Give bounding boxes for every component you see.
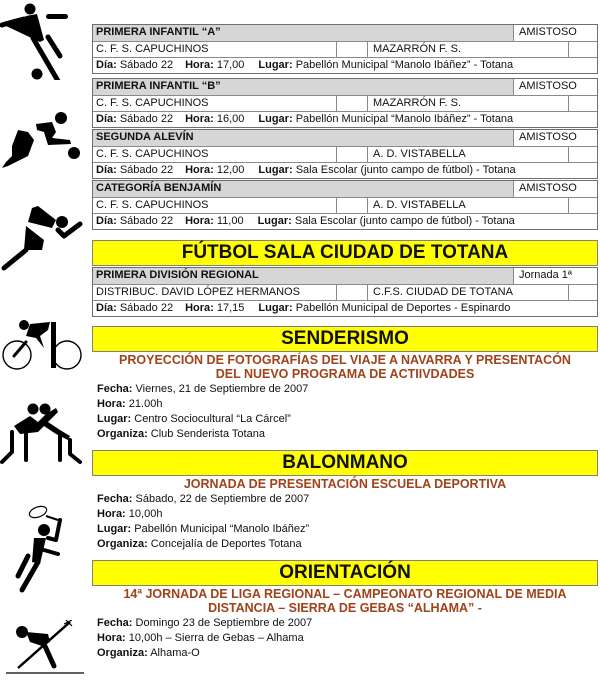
match-category: PRIMERA INFANTIL “A” xyxy=(96,26,221,38)
away-score-cell xyxy=(568,147,597,162)
hora-value: 11,00 xyxy=(216,215,244,227)
lugar-label: Lugar: xyxy=(97,413,132,425)
hora-value: 16,00 xyxy=(216,113,245,125)
lugar-line xyxy=(97,412,308,427)
match-category: SEGUNDA ALEVÍN xyxy=(96,131,194,143)
section-banner-orientacion: ORIENTACIÓN xyxy=(92,560,598,586)
match-header-row xyxy=(93,79,597,95)
match-category: PRIMERA DIVISIÓN REGIONAL xyxy=(96,269,259,281)
match-type: AMISTOSO xyxy=(513,25,597,41)
away-score-cell xyxy=(568,285,597,300)
home-score-cell xyxy=(336,96,367,111)
lugar-value: Pabellón Municipal “Manolo Ibáñez” - Totana xyxy=(295,59,514,71)
match-type: AMISTOSO xyxy=(513,181,597,197)
match-teams-row xyxy=(93,284,597,300)
hora-label: Hora: xyxy=(97,508,126,520)
hora-label: Hora: xyxy=(185,215,214,227)
match-header-row xyxy=(93,268,597,284)
senderismo-subtitle-line2: DEL NUEVO PROGRAMA DE ACTIIVDADES xyxy=(215,367,475,381)
balonmano-subtitle: JORNADA DE PRESENTACIÓN ESCUELA DEPORTIVA xyxy=(183,477,507,491)
fecha-line xyxy=(97,616,312,631)
home-score-cell xyxy=(336,198,367,213)
match-header-row xyxy=(93,181,597,197)
away-team: A. D. VISTABELLA xyxy=(367,147,568,162)
fecha-value: Viernes, 21 de Septiembre de 2007 xyxy=(135,383,309,395)
home-team: C. F. S. CAPUCHINOS xyxy=(96,97,209,109)
fecha-label: Fecha: xyxy=(97,617,133,629)
fecha-value: Domingo 23 de Septiembre de 2007 xyxy=(135,617,313,629)
match-info-row xyxy=(93,300,597,316)
match-info xyxy=(93,163,597,178)
lugar-label: Lugar: xyxy=(97,523,132,535)
away-team: C.F.S. CIUDAD DE TOTANA xyxy=(367,285,568,300)
match-table-primera-division-regional xyxy=(92,267,598,317)
dia-value: Sábado 22 xyxy=(119,164,174,176)
match-info-row xyxy=(93,162,597,178)
senderismo-details xyxy=(97,382,308,442)
home-team: C. F. S. CAPUCHINOS xyxy=(96,148,209,160)
match-jornada: Jornada 1ª xyxy=(513,268,597,284)
lugar-value: Centro Sociocultural “La Cárcel” xyxy=(134,413,291,425)
dia-label: Día: xyxy=(96,113,117,125)
match-teams-row xyxy=(93,146,597,162)
football-kick-icon xyxy=(0,2,90,80)
hora-value: 17,15 xyxy=(216,302,245,314)
dia-label: Día: xyxy=(96,164,117,176)
fecha-value: Sábado, 22 de Septiembre de 2007 xyxy=(135,493,310,505)
badminton-icon xyxy=(0,504,90,594)
match-teams-row xyxy=(93,95,597,111)
away-score-cell xyxy=(568,198,597,213)
dia-value: Sábado 22 xyxy=(119,302,174,314)
orientacion-details xyxy=(97,616,312,661)
home-score-cell xyxy=(336,285,367,300)
hora-value: 10,00h xyxy=(128,508,163,520)
hora-label: Hora: xyxy=(185,302,214,314)
match-category: PRIMERA INFANTIL “B” xyxy=(96,80,221,92)
dia-value: Sábado 22 xyxy=(119,113,174,125)
orientacion-subtitle-line1: 14ª JORNADA DE LIGA REGIONAL – CAMPEONATO REGIONAL DE MEDIA xyxy=(123,587,567,601)
sprinter-icon xyxy=(0,200,90,272)
home-team: C. F. S. CAPUCHINOS xyxy=(96,199,209,211)
hora-value: 10,00h – Sierra de Gebas – Alhama xyxy=(128,632,304,644)
dia-value: Sábado 22 xyxy=(119,59,174,71)
hora-label: Hora: xyxy=(185,113,214,125)
hora-label: Hora: xyxy=(185,164,214,176)
match-info-row xyxy=(93,57,597,73)
home-team: DISTRIBUC. DAVID LÓPEZ HERMANOS xyxy=(96,286,300,298)
cyclist-icon xyxy=(0,318,90,370)
lugar-label: Lugar: xyxy=(258,59,293,71)
hora-line xyxy=(97,397,308,412)
lugar-value: Sala Escolar (junto campo de fútbol) - Totana xyxy=(295,164,516,176)
fecha-line xyxy=(97,492,309,507)
hora-value: 17,00 xyxy=(216,59,245,71)
lugar-line xyxy=(97,522,309,537)
match-table-segunda-alevin xyxy=(92,129,598,179)
dia-value: Sábado 22 xyxy=(119,215,174,227)
hora-value: 12,00 xyxy=(216,164,245,176)
match-info xyxy=(93,214,597,229)
orientacion-subtitle-line2: DISTANCIA – SIERRA DE GEBAS “ALHAMA” - xyxy=(208,601,482,615)
match-info xyxy=(93,112,597,127)
match-teams-row xyxy=(93,41,597,57)
lugar-value: Pabellón Municipal de Deportes - Espinardo xyxy=(295,302,511,314)
senderismo-subtitle-line1: PROYECCIÓN DE FOTOGRAFÍAS DEL VIAJE A NAVARRA Y PRESENTACÓN xyxy=(119,353,571,367)
away-team: MAZARRÓN F. S. xyxy=(367,42,568,57)
match-table-primera-infantil-b xyxy=(92,78,598,128)
match-category: CATEGORÍA BENJAMÍN xyxy=(96,182,222,194)
hora-line xyxy=(97,631,312,646)
football-dive-icon xyxy=(0,110,90,172)
dia-label: Día: xyxy=(96,302,117,314)
hora-value: 21.00h xyxy=(128,398,163,410)
home-score-cell xyxy=(336,147,367,162)
hora-label: Hora: xyxy=(185,59,214,71)
dia-label: Día: xyxy=(96,215,117,227)
away-score-cell xyxy=(568,42,597,57)
away-score-cell xyxy=(568,96,597,111)
lugar-label: Lugar: xyxy=(258,164,293,176)
home-score-cell xyxy=(336,42,367,57)
match-header-row xyxy=(93,25,597,41)
organiza-line xyxy=(97,427,308,442)
organiza-value: Alhama-O xyxy=(150,647,200,659)
lugar-label: Lugar: xyxy=(258,113,293,125)
organiza-label: Organiza: xyxy=(97,428,148,440)
match-table-categoria-benjamin xyxy=(92,180,598,230)
match-info xyxy=(93,301,597,316)
section-banner-balonmano: BALONMANO xyxy=(92,450,598,476)
away-team: A. D. VISTABELLA xyxy=(367,198,568,213)
lugar-label: Lugar: xyxy=(258,302,293,314)
fecha-line xyxy=(97,382,308,397)
match-info-row xyxy=(93,111,597,127)
fecha-label: Fecha: xyxy=(97,383,133,395)
lugar-label: Lugar: xyxy=(257,215,292,227)
hora-line xyxy=(97,507,309,522)
away-team: MAZARRÓN F. S. xyxy=(367,96,568,111)
match-info-row xyxy=(93,213,597,229)
wrestling-icon xyxy=(0,400,90,466)
match-type: AMISTOSO xyxy=(513,79,597,95)
section-banner-futbol-sala: FÚTBOL SALA CIUDAD DE TOTANA xyxy=(92,240,598,266)
home-team: C. F. S. CAPUCHINOS xyxy=(96,43,209,55)
lugar-value: Pabellón Municipal “Manolo Ibáñez” xyxy=(134,523,310,535)
organiza-value: Club Senderista Totana xyxy=(150,428,265,440)
match-type: AMISTOSO xyxy=(513,130,597,146)
hora-label: Hora: xyxy=(97,632,126,644)
match-info xyxy=(93,58,597,73)
lugar-value: Sala Escolar (junto campo de fútbol) - Totana xyxy=(294,215,515,227)
lugar-value: Pabellón Municipal “Manolo Ibáñez” - Totana xyxy=(295,113,514,125)
hora-label: Hora: xyxy=(97,398,126,410)
organiza-line xyxy=(97,646,312,661)
organiza-line xyxy=(97,537,309,552)
balonmano-details xyxy=(97,492,309,552)
match-header-row xyxy=(93,130,597,146)
section-banner-senderismo: SENDERISMO xyxy=(92,326,598,352)
match-teams-row xyxy=(93,197,597,213)
skiing-icon xyxy=(0,620,90,680)
organiza-label: Organiza: xyxy=(97,647,148,659)
match-table-primera-infantil-a xyxy=(92,24,598,74)
organiza-value: Concejalía de Deportes Totana xyxy=(150,538,302,550)
fecha-label: Fecha: xyxy=(97,493,133,505)
organiza-label: Organiza: xyxy=(97,538,148,550)
dia-label: Día: xyxy=(96,59,117,71)
